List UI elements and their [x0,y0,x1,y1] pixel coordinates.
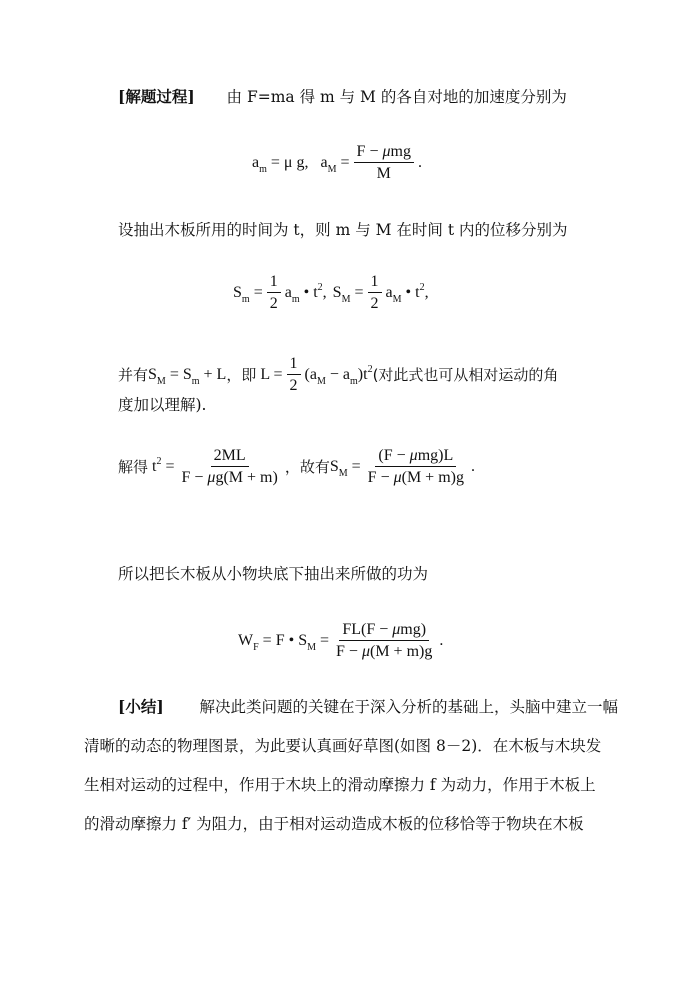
relation-mid: ，即 [226,366,257,384]
solution-intro-line [118,86,567,108]
equation-work: $W_F = F$ • $S_M$ = $\frac{\text{FL(F − μmg)}}{F - \mu(M + m)g}$ . [238,621,444,660]
relation-line: 并有 $S_M = S_m + L$ ，即 L = $\frac{1}{2}$ $(a_M - a_m)t^2$ (对此式也可从相对运动的角 [118,355,559,394]
relation-prefix: 并有 [118,366,149,384]
solve-line: 解得 $t^2$ = $\frac{2ML}{F - \mu g(M + m)}$ ，故有 $S_M$ = $\frac{\text{(F − μmg)L}}{F - \mu(M + m)g}$ . [118,447,475,486]
equation-accelerations: $a_m$ = μ g, $a_M$ = $\frac{\text{F − μmg}}{M}$ . [252,143,422,182]
relation-continued: 度加以理解). [118,396,207,414]
solve-prefix: 解得 [118,458,149,476]
summary-line-4: 的滑动摩擦力 f′ 为阻力，由于相对运动造成木板的位移恰等于物块在木板 [84,815,584,833]
work-intro-line: 所以把长木板从小物块底下抽出来所做的功为 [118,565,429,583]
solution-intro-text: 由 F=ma 得 m 与 M 的各自对地的加速度分别为 [226,88,567,106]
solve-mid: ，故有 [284,458,330,476]
summary-label: [小结] [118,697,164,716]
equation-displacements: $S_m$ = $\frac{1}{2}$ $a_m$ • $t^2$, $S_M$ = $\frac{1}{2}$ $a_M$ • $t^2$, [233,273,429,312]
summary-line-1: 解决此类问题的关键在于深入分析的基础上，头脑中建立一幅 [199,698,619,716]
summary-first-line [118,696,618,718]
solution-label: [解题过程] [118,87,195,106]
time-intro-line: 设抽出木板所用的时间为 t，则 m 与 M 在时间 t 内的位移分别为 [118,221,568,239]
relation-note: (对此式也可从相对运动的角 [372,366,559,384]
summary-line-2: 清晰的动态的物理图景，为此要认真画好草图(如图 8－2)．在木板与木块发 [84,737,602,755]
summary-line-3: 生相对运动的过程中，作用于木块上的滑动摩擦力 f 为动力，作用于木板上 [84,776,596,794]
